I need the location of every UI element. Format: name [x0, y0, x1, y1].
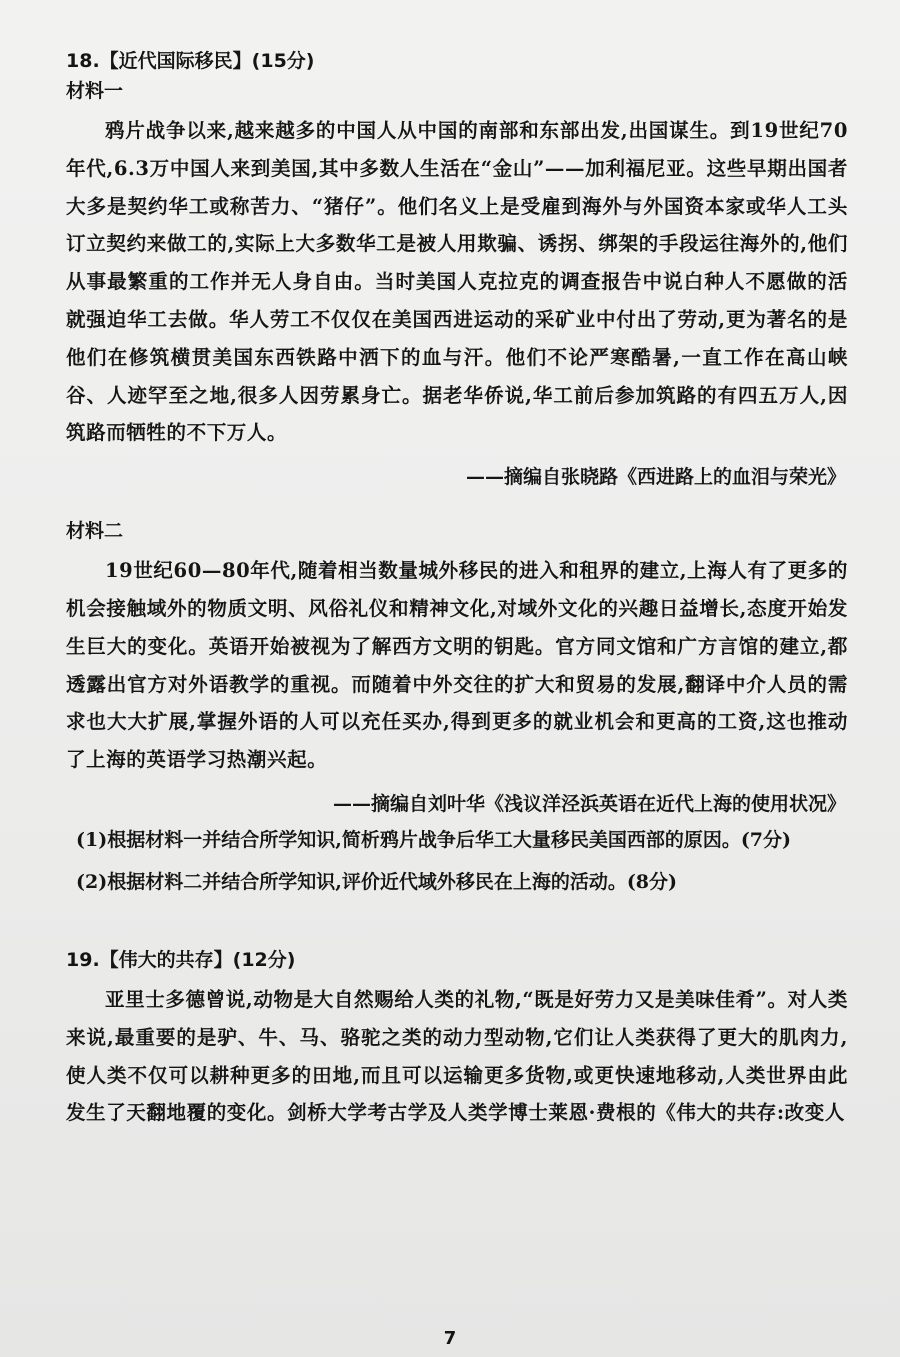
question-18-heading: 18.【近代国际移民】(15分) [66, 50, 315, 72]
sub-question-2: (2)根据材料二并结合所学知识,评价近代域外移民在上海的活动。(8分) [76, 870, 678, 893]
question-19-text: 亚里士多德曾说,动物是大自然赐给人类的礼物,“既是好劳力又是美味佳肴”。对人类来说,最重要的是驴、牛、马、骆驼之类的动力型动物,它们让人类获得了更大的肌肉力,使人类不仅可以耕种更多的田地,而且可以运输更多货物,或更快速地移动,人类世界由此发生了天翻地覆的变化。剑桥大学考古学及人类学博士莱恩·费根的《伟大的共存:改变人 [66, 987, 848, 1125]
question-19 [66, 945, 848, 1132]
material-1 [66, 76, 848, 492]
question-19-heading: 19.【伟大的共存】(12分) [66, 948, 296, 971]
sub-question-1: (1)根据材料一并结合所学知识,简析鸦片战争后华工大量移民美国西部的原因。(7分) [76, 828, 792, 851]
material-2-title: 材料二 [66, 520, 124, 543]
material-2 [66, 516, 848, 819]
material-2-text: 19世纪60—80年代,随着相当数量城外移民的进入和租界的建立,上海人有了更多的机会接触域外的物质文明、风俗礼仪和精神文化,对域外文化的兴趣日益增长,态度开始发生巨大的变化。英语开始被视为了解西方文明的钥匙。官方同文馆和广方言馆的建立,都透露出官方对外语教学的重视。而随着中外交往的扩大和贸易的发展,翻译中介人员的需求也大大扩展,掌握外语的人可以充任买办,得到更多的就业机会和更高的工资,这也推动了上海的英语学习热潮兴起。 [66, 559, 848, 772]
question-18-subquestions [66, 819, 848, 903]
material-2-source: ——摘编自刘叶华《浅议洋泾浜英语在近代上海的使用状况》 [332, 792, 846, 815]
material-1-text: 鸦片战争以来,越来越多的中国人从中国的南部和东部出发,出国谋生。到19世纪70年代,6.3万中国人来到美国,其中多数人生活在“金山”——加利福尼亚。这些早期出国者大多是契约华工或称苦力、“猪仔”。他们名义上是受雇到海外与外国资本家或华人工头订立契约来做工的,实际上大多数华工是被人用欺骗、诱拐、绑架的手段运往海外的,他们从事最繁重的工作并无人身自由。当时美国人克拉克的调查报告中说白种人不愿做的活就强迫华工去做。华人劳工不仅仅在美国西进运动的采矿业中付出了劳动,更为著名的是他们在修筑横贯美国东西铁路中洒下的血与汗。他们不论严寒酷暑,一直工作在高山峡谷、人迹罕至之地,很多人因劳累身亡。据老华侨说,华工前后参加筑路的有四五万人,因筑路而牺牲的不下万人。 [66, 119, 848, 445]
material-1-source: ——摘编自张晓路《西进路上的血泪与荣光》 [465, 466, 846, 489]
material-1-title: 材料一 [66, 80, 124, 102]
page-number: 7 [443, 1328, 457, 1349]
